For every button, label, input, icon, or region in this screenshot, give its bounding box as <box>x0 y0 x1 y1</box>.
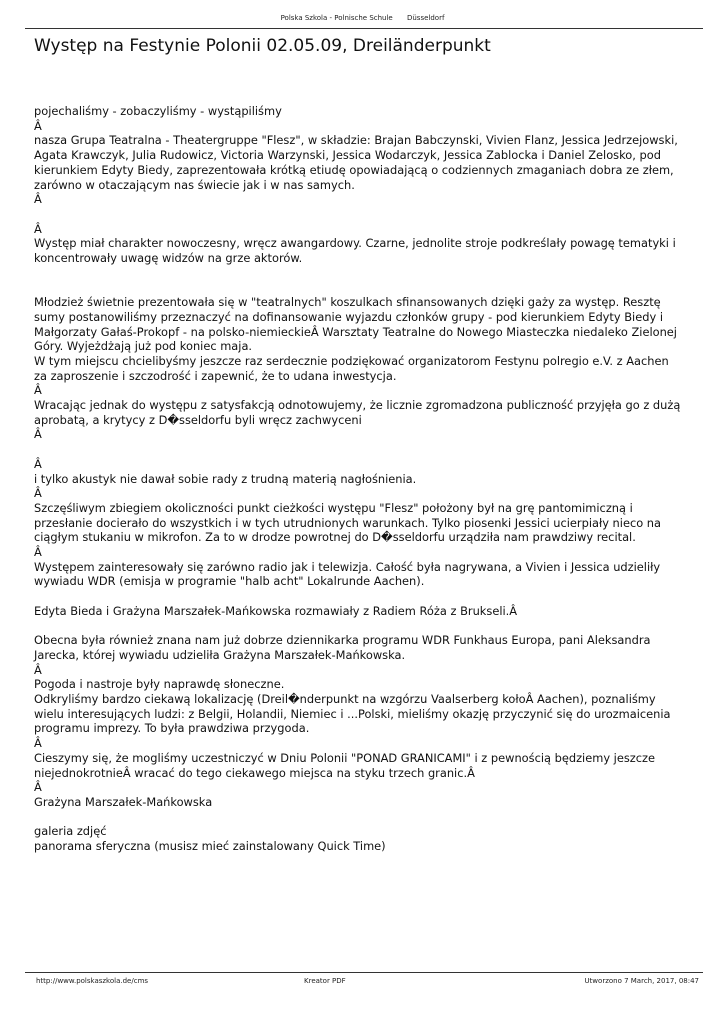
paragraph: Grażyna Marszałek-Mańkowska <box>34 794 213 809</box>
paragraph: Â <box>34 736 42 751</box>
paragraph: pojechaliśmy - zobaczyliśmy - wystąpiliśmy <box>34 104 282 118</box>
paragraph: Â <box>34 221 42 236</box>
blank-line <box>34 280 682 295</box>
paragraph: Szczęśliwym zbiegiem okoliczności punkt cieżkości występu "Flesz" położony był na grę pantomimiczną i przesłanie docierało do wszystkich i w tych utrudnionych warunkach. Tylko piosenki Jessici ucierpiały nieco na ciągłym stukaniu w mikrofon. Za to w drodze powrotnej do D�sseldorfu urządziła nam prawdziwy recital. <box>34 500 665 545</box>
top-divider <box>25 28 703 29</box>
paragraph: Â <box>34 427 42 442</box>
page-title: Występ na Festynie Polonii 02.05.09, Dreiländerpunkt <box>34 36 491 56</box>
blank-line <box>34 442 682 457</box>
paragraph: Â <box>34 662 42 677</box>
paragraph: Â <box>34 383 42 398</box>
paragraph: Występ miał charakter nowoczesny, wręcz awangardowy. Czarne, jednolite stroje podkreślały powagę tematyki i koncentrowały uwagę widzów na grze aktorów. <box>34 236 680 266</box>
paragraph: Cieszymy się, że mogliśmy uczestniczyć w Dniu Polonii "PONAD GRANICAMI" i z pewnością będziemy jeszcze niejednokrotnieÂ wracać do tego ciekawego miejsca na styku trzech granic.Â <box>34 750 659 780</box>
site-city: Düsseldorf <box>406 14 445 22</box>
paragraph: Młodzież świetnie prezentowała się w "teatralnych" koszulkach sfinansowanych dzięki gaży za występ. Resztę sumy postanowiliśmy przeznaczyć na dofinansowanie wyjazdu członków grupy - pod kierunkiem Edyty Biedy i Małgorzaty Gałaś-Prokopf - na polsko-niemieckieÂ Warsztaty Teatralne do Nowego Miasteczka niedaleko Zielonej Góry. Wyjeżdżają już pod koniec maja. <box>34 295 681 354</box>
paragraph: Â <box>34 192 42 207</box>
paragraph: Â <box>34 545 42 560</box>
paragraph: nasza Grupa Teatralna - Theatergruppe "Flesz", w składzie: Brajan Babczynski, Vivien Flanz, Jessica Jedrzejowski, Agata Krawczyk, Julia Rudowicz, Victoria Warzynski, Jessica Wodarczyk, Jessica Zablocka i Daniel Zelosko, pod kierunkiem Edyty Biedy, zaprezentowała krótką etiudę opowiadającą o codziennych zmaganiach dobra ze złem, zarówno w otaczającym nas świecie jak i w nas samych. <box>34 133 682 192</box>
paragraph: W tym miejscu chcielibyśmy jeszcze raz serdecznie podziękować organizatorom Festynu polregio e.V. z Aachen za zaproszenie i szczodrość i zapewnić, że to udana inwestycja. <box>34 353 673 383</box>
paragraph: panorama sferyczna (musisz mieć zainstalowany Quick Time) <box>34 839 386 854</box>
paragraph: Edyta Bieda i Grażyna Marszałek-Mańkowska rozmawiały z Radiem Róża z Brukseli.Â <box>34 603 518 618</box>
blank-line <box>34 589 682 604</box>
paragraph: i tylko akustyk nie dawał sobie rady z trudną materią nagłośnienia. <box>34 471 417 486</box>
paragraph: Â <box>34 118 42 133</box>
blank-line <box>34 266 682 281</box>
paragraph: Â <box>34 780 42 795</box>
paragraph: Â <box>34 486 42 501</box>
article-body <box>34 104 682 854</box>
paragraph: Pogoda i nastroje były naprawdę słoneczne. <box>34 677 285 692</box>
paragraph: galeria zdjęć <box>34 824 107 839</box>
page-header <box>0 14 725 22</box>
paragraph: Odkryliśmy bardzo ciekawą lokalizację (Dreil�nderpunkt na wzgórzu Vaalserberg kołoÂ Aachen), poznaliśmy wielu interesujących ludzi: z Belgii, Holandii, Niemiec i ...Polski, mieliśmy okazję przyczynić się do urozmaicenia programu imprezy. To była prawdziwa przygoda. <box>34 692 675 736</box>
blank-line <box>34 619 682 634</box>
blank-line <box>34 207 682 222</box>
paragraph: Â <box>34 456 42 471</box>
footer-url[interactable]: http://www.polskaszkola.de/cms <box>36 977 149 985</box>
site-name: Polska Szkola - Polnische Schule <box>280 14 393 22</box>
blank-line <box>34 810 682 825</box>
bottom-divider <box>25 972 703 973</box>
footer-created: Utworzono 7 March, 2017, 08:47 <box>584 977 699 985</box>
paragraph: Występem zainteresowały się zarówno radio jak i telewizja. Całość była nagrywana, a Vivien i Jessica udzieliły wywiadu WDR (emisja w programie "halb acht" Lokalrunde Aachen). <box>34 559 664 589</box>
paragraph: Wracając jednak do występu z satysfakcją odnotowujemy, że licznie zgromadzona publiczność przyjęła go z dużą aprobatą, a krytycy z D�sseldorfu byli wręcz zachwyceni <box>34 398 684 427</box>
paragraph: Obecna była również znana nam już dobrze dziennikarka programu WDR Funkhaus Europa, pani Aleksandra Jarecka, której wywiadu udzieliła Grażyna Marszałek-Mańkowska. <box>34 633 655 662</box>
footer-generator: Kreator PDF <box>304 977 346 985</box>
